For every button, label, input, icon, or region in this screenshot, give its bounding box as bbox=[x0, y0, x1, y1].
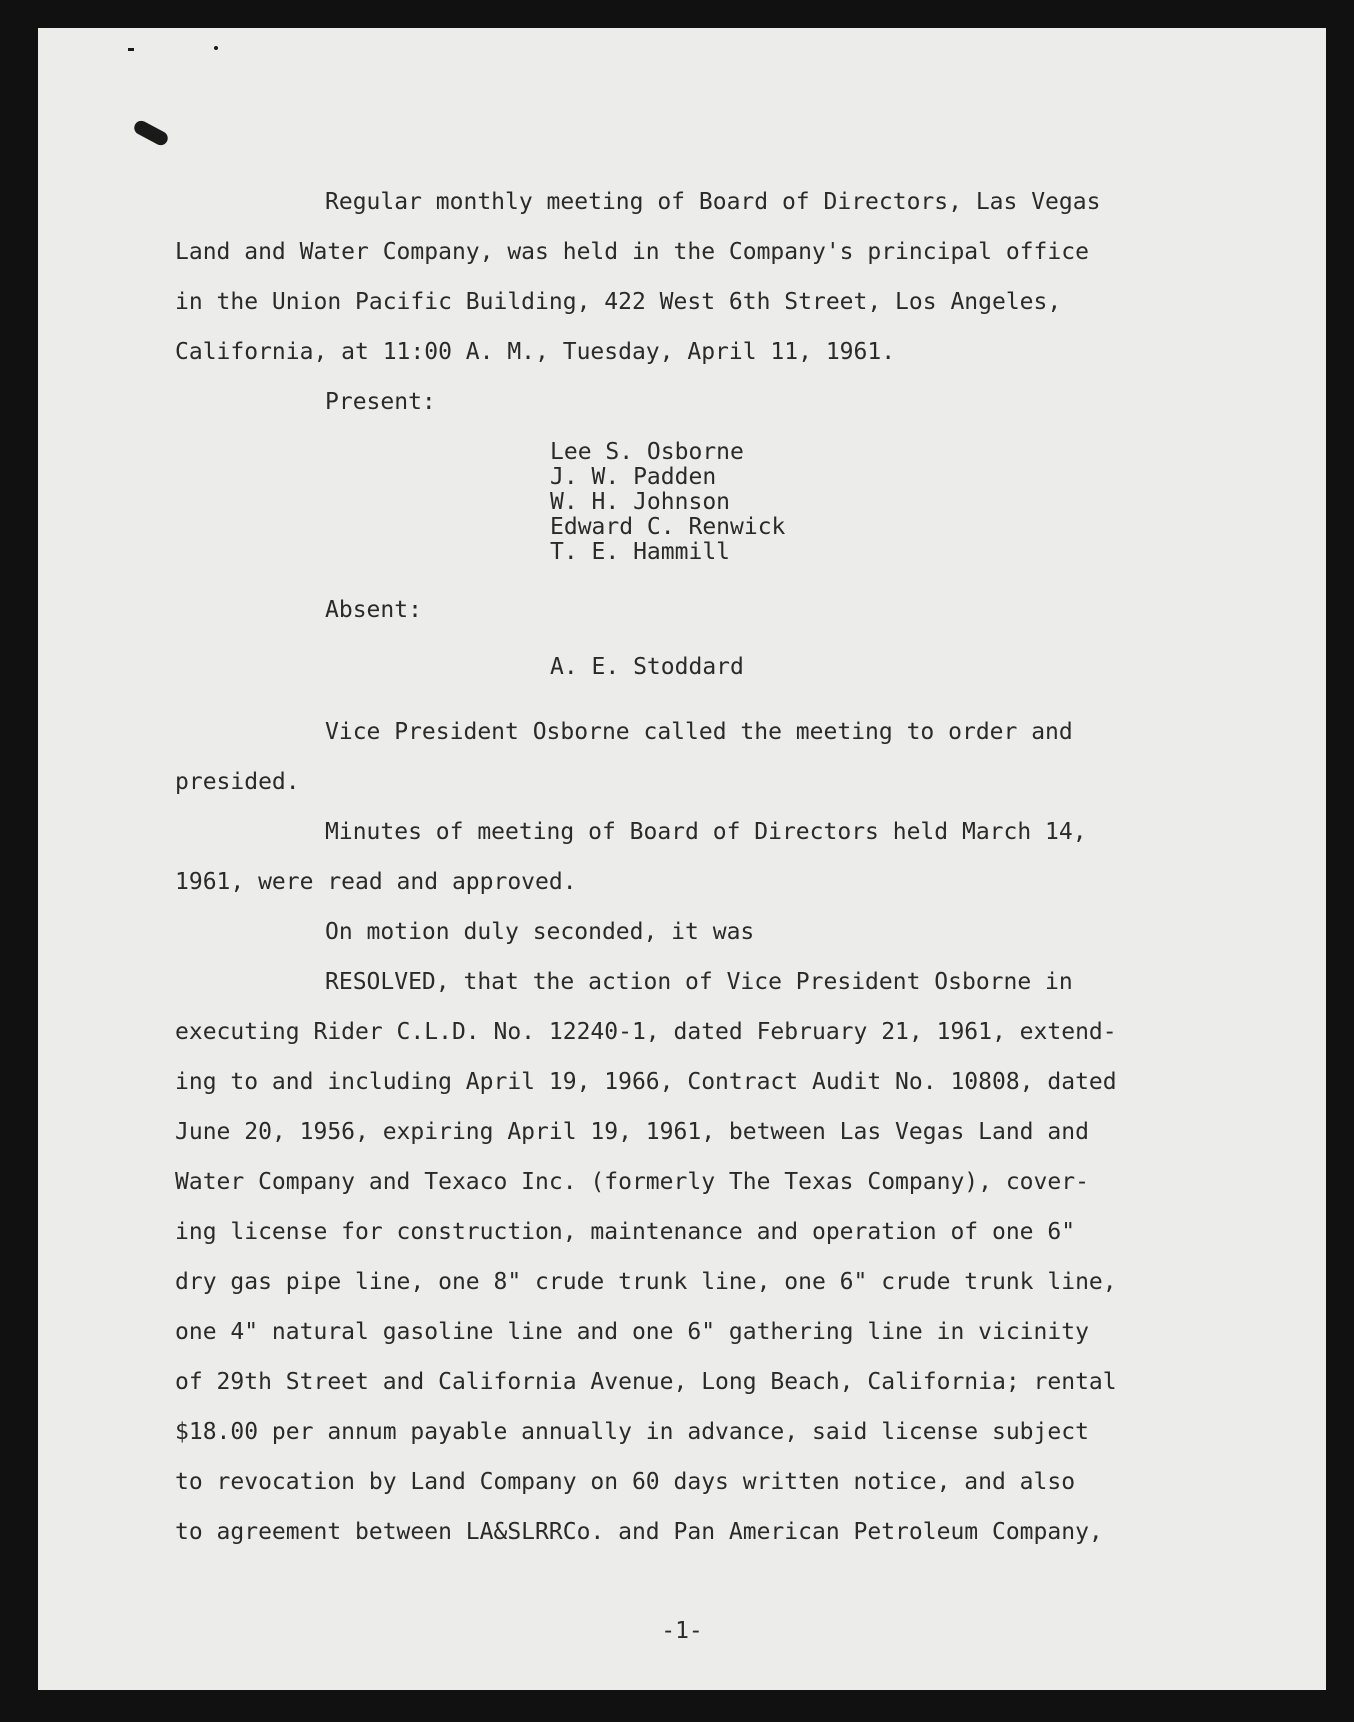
present-name: W. H. Johnson bbox=[550, 489, 731, 515]
resolved-line-9: of 29th Street and California Avenue, Long Beach, California; rental bbox=[175, 1369, 1117, 1395]
resolved-line-8: one 4" natural gasoline line and one 6" gathering line in vicinity bbox=[175, 1319, 1089, 1345]
page-number: -1- bbox=[661, 1618, 703, 1644]
minutes-line-1: Minutes of meeting of Board of Directors held March 14, bbox=[325, 819, 1087, 845]
resolved-line-10: $18.00 per annum payable annually in advance, said license subject bbox=[175, 1419, 1089, 1445]
resolved-line-3: ing to and including April 19, 1966, Contract Audit No. 10808, dated bbox=[175, 1069, 1117, 1095]
resolved-line-4: June 20, 1956, expiring April 19, 1961, between Las Vegas Land and bbox=[175, 1119, 1089, 1145]
presided-line-2: presided. bbox=[175, 769, 300, 795]
present-name: Lee S. Osborne bbox=[550, 439, 744, 465]
presided-line-1: Vice President Osborne called the meeting to order and bbox=[325, 719, 1073, 745]
resolved-line-1: RESOLVED, that the action of Vice President Osborne in bbox=[325, 969, 1073, 995]
intro-line-1: Regular monthly meeting of Board of Directors, Las Vegas bbox=[325, 189, 1101, 215]
resolved-line-2: executing Rider C.L.D. No. 12240-1, dated February 21, 1961, extend- bbox=[175, 1019, 1117, 1045]
absent-name: A. E. Stoddard bbox=[550, 654, 744, 680]
intro-line-3: in the Union Pacific Building, 422 West 6th Street, Los Angeles, bbox=[175, 289, 1062, 315]
absent-label: Absent: bbox=[325, 597, 422, 623]
resolved-line-7: dry gas pipe line, one 8" crude trunk line, one 6" crude trunk line, bbox=[175, 1269, 1117, 1295]
resolved-line-6: ing license for construction, maintenance and operation of one 6" bbox=[175, 1219, 1076, 1245]
staple-mark bbox=[132, 118, 170, 147]
present-label: Present: bbox=[325, 389, 436, 415]
resolved-line-12: to agreement between LA&SLRRCo. and Pan American Petroleum Company, bbox=[175, 1519, 1103, 1545]
punch-mark-top bbox=[128, 48, 134, 51]
present-name: T. E. Hammill bbox=[550, 539, 731, 565]
document-page bbox=[38, 28, 1326, 1690]
resolved-line-5: Water Company and Texaco Inc. (formerly The Texas Company), cover- bbox=[175, 1169, 1089, 1195]
punch-mark-top-dot bbox=[214, 46, 218, 50]
present-name: Edward C. Renwick bbox=[550, 514, 786, 540]
resolved-line-11: to revocation by Land Company on 60 days written notice, and also bbox=[175, 1469, 1076, 1495]
minutes-line-2: 1961, were read and approved. bbox=[175, 869, 577, 895]
intro-line-4: California, at 11:00 A. M., Tuesday, April 11, 1961. bbox=[175, 339, 896, 365]
motion-line: On motion duly seconded, it was bbox=[325, 919, 755, 945]
intro-line-2: Land and Water Company, was held in the Company's principal office bbox=[175, 239, 1089, 265]
present-name: J. W. Padden bbox=[550, 464, 717, 490]
